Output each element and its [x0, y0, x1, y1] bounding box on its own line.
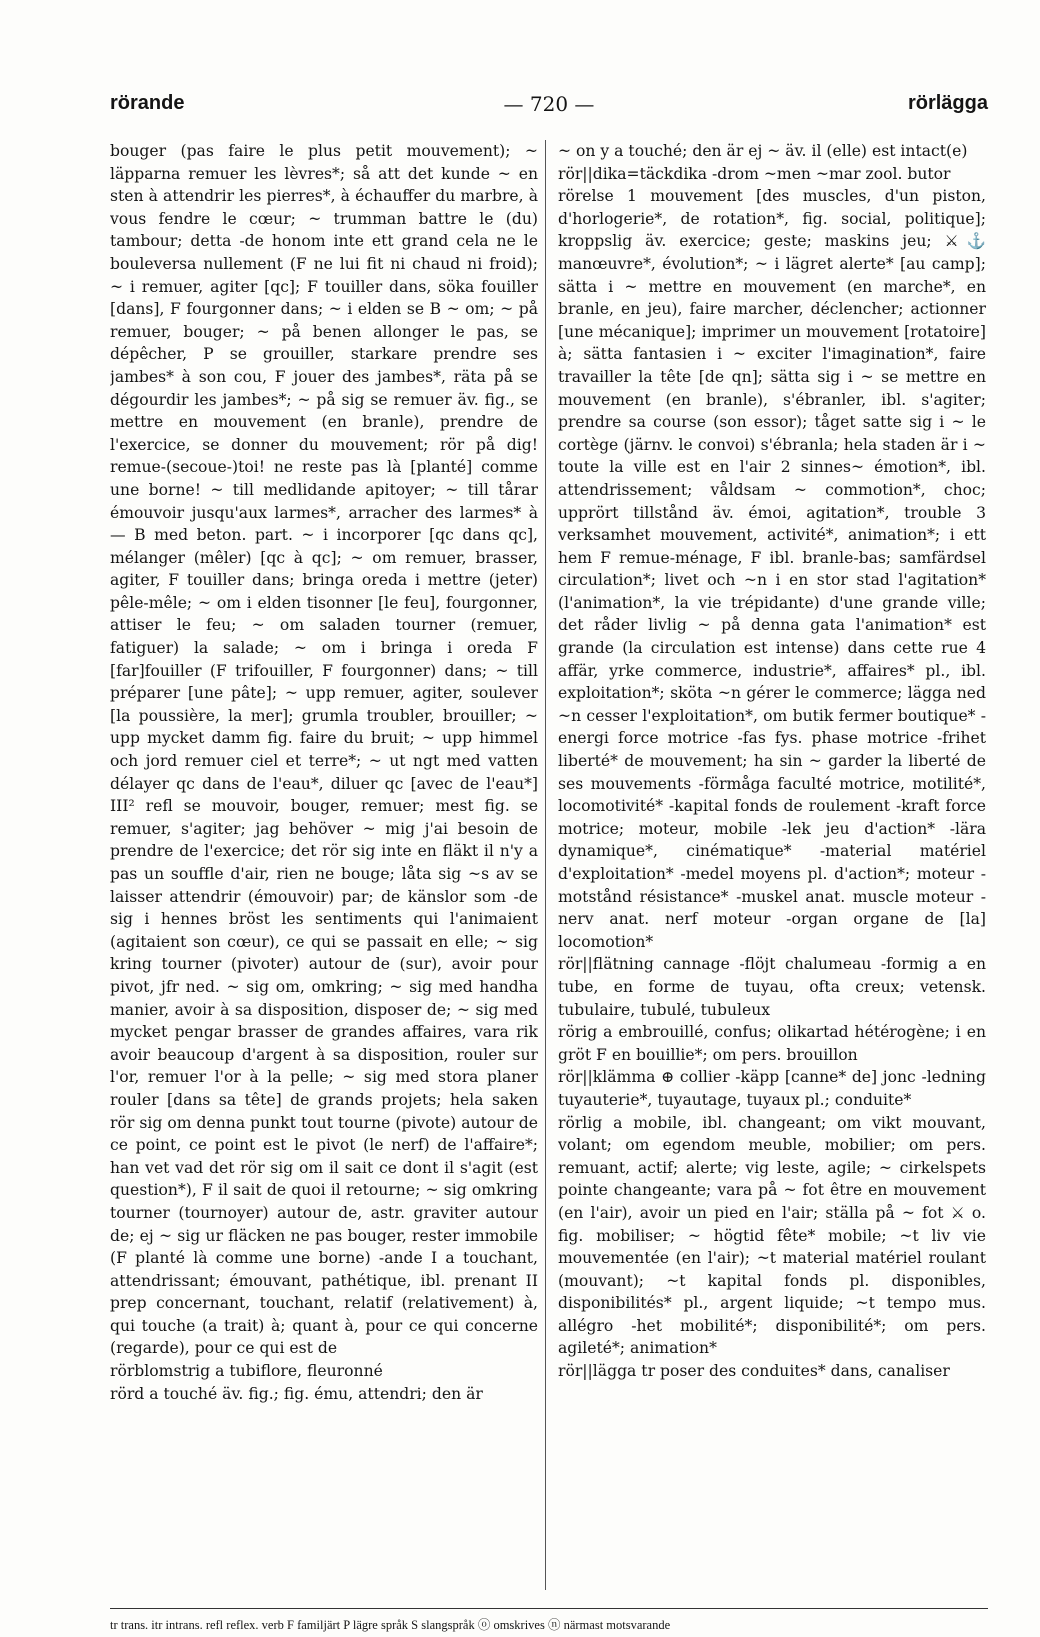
- column-divider: [545, 140, 546, 1590]
- footer-rule: [110, 1608, 988, 1609]
- right-column: [558, 140, 986, 1598]
- dictionary-entry: rör||flätning cannage -flöjt chalumeau -formig a en tube, en forme de tuyau, ofta creux; vetensk. tubulaire, tubulé, tubuleux: [558, 955, 986, 1019]
- dictionary-entry: rörig a embrouillé, confus; olikartad hétérogène; i en gröt F en bouillie*; om pers. brouillon: [558, 1023, 986, 1064]
- dictionary-entry: rörblomstrig a tubiflore, fleuronné: [110, 1362, 383, 1381]
- dictionary-entry: rörd a touché äv. fig.; fig. ému, attendri; den är: [110, 1384, 483, 1403]
- left-column: [110, 140, 538, 1598]
- running-header: [110, 92, 988, 122]
- dictionary-entry: rör||lägga tr poser des conduites* dans, canaliser: [558, 1362, 950, 1381]
- header-left-guide-word: rörande: [110, 92, 185, 114]
- abbreviation-legend: tr trans. itr intrans. refl reflex. verb F familjärt P lägre språk S slangspråk ⓞ omskrives ⓝ närmast motsvarande: [110, 1618, 671, 1632]
- header-right-guide-word: rörlägga: [907, 92, 988, 114]
- page-number: — 720 —: [503, 92, 595, 116]
- dictionary-entry: bouger (pas faire le plus petit mouvement); ~ läpparna remuer les lèvres*; så att det kunde ~ en sten à attendrir les pierres*, à échauffer du marbre, à vous fendre le cœur; ~ trumman battre le (du) tambour; detta -de honom inte ett grand cela ne le bouleversa nullement (F ne lui fit ni chaud ni froid); ~ i remuer, agiter [qc]; F touiller dans, söka fouiller [dans], F fourgonner dans; ~ i elden se B ~ om; ~ på remuer, bouger; ~ på benen allonger le pas, se dépêcher, P se grouiller, starkare prendre ses jambes* à son cou, F jouer des jambes*, räta på se dégourdir les jambes*; ~ på sig se remuer äv. fig., se mettre en mouvement (en branle), prendre de l'exercice, se donner du mouvement; rör på dig! remue-(secoue-)toi! ne reste pas là [planté] comme une borne! ~ till medlidande apitoyer; ~ till tårar émouvoir jusqu'aux larmes*, arracher des larmes* à — B med beton. part. ~ i incorporer [qc dans qc], mélanger (mêler) [qc à qc]; ~ om remuer, brasser, agiter, F touiller dans; bringa oreda i mettre (jeter) pêle-mêle; ~ om i elden tisonner [le feu], fourgonner, attiser le feu; ~ om saladen tourner (remuer, fatiguer) la salade; ~ om i bringa i oreda F [far]fouiller (F trifouiller, F fourgonner) dans; ~ till préparer [une pâte]; ~ upp remuer, agiter, soulever [la poussière, la mer]; grumla troubler, brouiller; ~ upp mycket damm fig. faire du bruit; ~ upp himmel och jord remuer ciel et terre*; ~ ut ngt med vatten délayer qc dans de l'eau*, diluer qc [avec de l'eau*] III² refl se mouvoir, bouger, remuer; mest fig. se remuer, s'agiter; jag behöver ~ mig j'ai besoin de prendre de l'exercice; det rör sig inte en fläkt il n'y a pas un souffle d'air, rien ne bouge; låta sig ~s av se laisser attendrir (émouvoir) par; de känslor som -de sig i hennes bröst les sentiments qui l'animaient (agitaient son cœur), ce qui se passait en elle; ~ sig kring tourner (pivoter) autour de (sur), avoir pour pivot, jfr ned. ~ sig om, omkring; ~ sig med handha manier, avoir à sa disposition, disposer de; ~ sig med mycket pengar brasser de grandes affaires, vara rik avoir beaucoup d'argent à sa disposition, rouler sur l'or, remuer l'or à la pelle; ~ sig med stora planer rouler [dans sa tête] de grands projets; hela saken rör sig om denna punkt tout tourne (pivote) autour de ce point, ce point est le pivot (le nerf) de l'affaire*; han vet vad det rör sig om il sait ce dont il s'agit (est question*), F il sait de quoi il retourne; ~ sig omkring tourner (tournoyer) autour de, astr. graviter autour de; ej ~ sig ur fläcken ne pas bouger, rester immobile (F planté là comme une borne) -ande I a touchant, attendrissant; émouvant, pathétique, ibl. prenant II prep concernant, touchant, relatif (relativement) à, qui touche (a trait) à; quant à, pour ce qui concerne (regarde), pour ce qui est de: [110, 142, 538, 1358]
- dictionary-entry: rörlig a mobile, ibl. changeant; om vikt mouvant, volant; om egendom meuble, mobilier; om pers. remuant, actif; alerte; vig leste, agile; ~ cirkelspets pointe changeante; vara på ~ fot être en mouvement (en l'air), avoir un pied en l'air; ställa på ~ fot ⚔ o. fig. mobiliser; ~ högtid fête* mobile; ~t liv vie mouvementée (en l'air); ~t material matériel roulant (mouvant); ~t kapital fonds pl. disponibles, disponibilités* pl., argent liquide; ~t tempo mus. allégro -het mobilité*; disponibilité*; om pers. agileté*; animation*: [558, 1113, 986, 1358]
- dictionary-entry: ~ on y a touché; den är ej ~ äv. il (elle) est intact(e): [558, 142, 968, 160]
- dictionary-entry: rör||klämma ⊕ collier -käpp [canne* de] jonc -ledning tuyauterie*, tuyautage, tuyaux pl.; conduite*: [558, 1068, 986, 1109]
- dictionary-entry: rör||dika=täckdika -drom ~men ~mar zool. butor: [558, 164, 951, 183]
- dictionary-entry: rörelse 1 mouvement [des muscles, d'un piston, d'horlogerie*, de rotation*, fig. social, politique]; kroppslig äv. exercice; geste; maskins jeu; ⚔⚓ manœuvre*, évolution*; ~ i lägret alerte* [au camp]; sätta i ~ mettre en mouvement (en marche*, en branle, en jeu), faire marcher, déclencher; actionner [une mécanique]; imprimer un mouvement [rotatoire] à; sätta fantasien i ~ exciter l'imagination*, faire travailler la tête [de qn]; sätta sig i ~ se mettre en mouvement (en branle), s'ébranler, ibl. s'agiter; prendre sa course (son essor); tåget satte sig i ~ le cortège (järnv. le convoi) s'ébranla; hela staden är i ~ toute la ville est en l'air 2 sinnes~ émotion*, ibl. attendrissement; våldsam ~ commotion*, choc; upprört tillstånd äv. émoi, agitation*, trouble 3 verksamhet mouvement, activité*, animation*; i ett hem F remue-ménage, F ibl. branle-bas; samfärdsel circulation*; livet och ~n i en stor stad l'agitation* (l'animation*, la vie trépidante) d'une grande ville; det råder livlig ~ på denna gata l'animation* est grande (la circulation est intense) dans cette rue 4 affär, yrke commerce, industrie*, affaires* pl., ibl. exploitation*; sköta ~n gérer le commerce; lägga ned ~n cesser l'exploitation*, om butik fermer boutique* -energi force motrice -fas fys. phase motrice -frihet liberté* de mouvement; ha sin ~ garder la liberté de ses mouvements -förmåga faculté motrice, motilité*, locomotivité* -kapital fonds de roulement -kraft force motrice; moteur, mobile -lek jeu d'action* -lära dynamique*, cinématique* -material matériel d'exploitation* -medel moyens pl. d'action*; moteur -motstånd résistance* -muskel anat. muscle moteur -nerv anat. nerf moteur -organ organe de [la] locomotion*: [558, 187, 986, 951]
